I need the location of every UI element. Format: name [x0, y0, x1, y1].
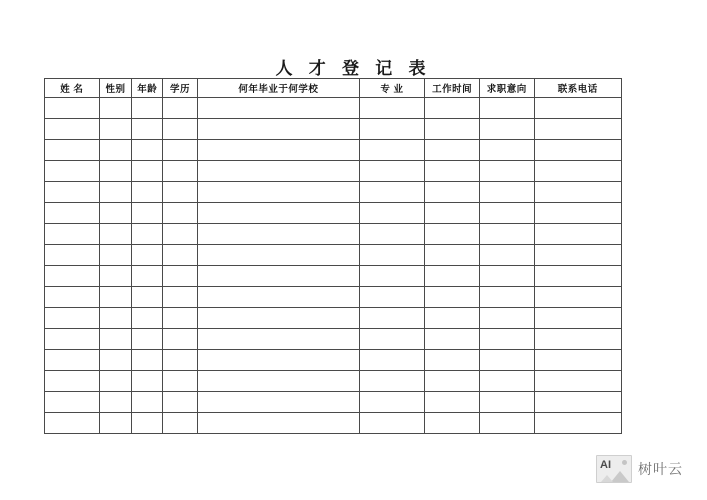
table-cell[interactable] [359, 203, 425, 224]
table-cell[interactable] [45, 203, 100, 224]
table-cell[interactable] [479, 413, 534, 434]
table-cell[interactable] [359, 182, 425, 203]
table-cell[interactable] [479, 119, 534, 140]
table-row [45, 119, 622, 140]
table-cell[interactable] [45, 392, 100, 413]
table-cell[interactable] [45, 119, 100, 140]
table-cell[interactable] [479, 140, 534, 161]
table-cell[interactable] [534, 224, 621, 245]
watermark-label: 树叶云 [638, 461, 683, 477]
table-cell[interactable] [45, 161, 100, 182]
table-cell[interactable] [479, 392, 534, 413]
table-cell[interactable] [425, 350, 480, 371]
table-cell[interactable] [132, 203, 163, 224]
table-row [45, 413, 622, 434]
table-column-header: 联系电话 [534, 79, 621, 98]
table-cell[interactable] [163, 245, 198, 266]
table-cell[interactable] [479, 182, 534, 203]
table-cell[interactable] [359, 308, 425, 329]
table-cell[interactable] [359, 224, 425, 245]
table-cell[interactable] [163, 119, 198, 140]
table-column-header: 求职意向 [479, 79, 534, 98]
table-cell[interactable] [132, 287, 163, 308]
table-row [45, 182, 622, 203]
table-cell[interactable] [534, 119, 621, 140]
table-cell[interactable] [359, 140, 425, 161]
table-column-header: 年龄 [132, 79, 163, 98]
table-cell[interactable] [163, 224, 198, 245]
table-cell[interactable] [132, 266, 163, 287]
table-cell[interactable] [132, 161, 163, 182]
table-cell[interactable] [425, 182, 480, 203]
mountain-shape-small-icon [601, 475, 613, 482]
table-row [45, 329, 622, 350]
table-cell[interactable] [425, 161, 480, 182]
table-cell[interactable] [359, 287, 425, 308]
table-cell[interactable] [99, 413, 132, 434]
table-cell[interactable] [163, 182, 198, 203]
table-cell[interactable] [534, 392, 621, 413]
registration-table [44, 78, 622, 434]
table-cell[interactable] [197, 350, 359, 371]
table-cell[interactable] [479, 161, 534, 182]
table-cell[interactable] [534, 140, 621, 161]
table-cell[interactable] [45, 224, 100, 245]
table-cell[interactable] [45, 182, 100, 203]
table-column-header: 工作时间 [425, 79, 480, 98]
table-row [45, 245, 622, 266]
table-cell[interactable] [163, 308, 198, 329]
table-cell[interactable] [197, 287, 359, 308]
table-cell[interactable] [479, 350, 534, 371]
table-cell[interactable] [99, 98, 132, 119]
table-cell[interactable] [45, 413, 100, 434]
watermark-logo-text: AI [600, 459, 611, 471]
table-column-header: 专 业 [359, 79, 425, 98]
table-cell[interactable] [425, 98, 480, 119]
table-cell[interactable] [163, 266, 198, 287]
table-cell[interactable] [163, 392, 198, 413]
table-cell[interactable] [534, 371, 621, 392]
table-cell[interactable] [425, 329, 480, 350]
table-cell[interactable] [132, 140, 163, 161]
table-cell[interactable] [163, 287, 198, 308]
table-cell[interactable] [534, 413, 621, 434]
table-cell[interactable] [163, 413, 198, 434]
table-cell[interactable] [197, 161, 359, 182]
table-header [45, 79, 622, 98]
table-cell[interactable] [425, 119, 480, 140]
table-cell[interactable] [359, 371, 425, 392]
table-row [45, 287, 622, 308]
table-cell[interactable] [197, 119, 359, 140]
table-cell[interactable] [99, 161, 132, 182]
table-cell[interactable] [359, 98, 425, 119]
table-cell[interactable] [99, 308, 132, 329]
table-cell[interactable] [425, 413, 480, 434]
table-row [45, 140, 622, 161]
table-cell[interactable] [534, 350, 621, 371]
table-cell[interactable] [197, 245, 359, 266]
table-cell[interactable] [163, 329, 198, 350]
table-cell[interactable] [132, 98, 163, 119]
table-cell[interactable] [99, 350, 132, 371]
table-cell[interactable] [132, 182, 163, 203]
table-cell[interactable] [163, 371, 198, 392]
table-cell[interactable] [99, 182, 132, 203]
table-cell[interactable] [132, 350, 163, 371]
table-cell[interactable] [197, 266, 359, 287]
table-cell[interactable] [45, 98, 100, 119]
table-cell[interactable] [534, 182, 621, 203]
table-cell[interactable] [479, 287, 534, 308]
table-cell[interactable] [45, 245, 100, 266]
table-cell[interactable] [425, 392, 480, 413]
table-header-row [45, 79, 622, 98]
table-column-header: 何年毕业于何学校 [197, 79, 359, 98]
table-cell[interactable] [534, 98, 621, 119]
table-cell[interactable] [479, 308, 534, 329]
table-cell[interactable] [534, 308, 621, 329]
table-cell[interactable] [99, 140, 132, 161]
table-row [45, 350, 622, 371]
table-cell[interactable] [479, 371, 534, 392]
table-row [45, 392, 622, 413]
table-cell[interactable] [197, 203, 359, 224]
table-cell[interactable] [479, 203, 534, 224]
table-cell[interactable] [425, 140, 480, 161]
table-cell[interactable] [359, 413, 425, 434]
table-cell[interactable] [99, 266, 132, 287]
table-cell[interactable] [197, 413, 359, 434]
table-cell[interactable] [425, 224, 480, 245]
table-cell[interactable] [163, 161, 198, 182]
table-cell[interactable] [99, 203, 132, 224]
table-cell[interactable] [425, 266, 480, 287]
table-cell[interactable] [132, 224, 163, 245]
table-cell[interactable] [359, 266, 425, 287]
table-row [45, 224, 622, 245]
registration-table-container [44, 78, 622, 434]
table-cell[interactable] [132, 329, 163, 350]
table-cell[interactable] [534, 287, 621, 308]
table-cell[interactable] [99, 371, 132, 392]
table-cell[interactable] [534, 266, 621, 287]
table-cell[interactable] [163, 350, 198, 371]
table-cell[interactable] [425, 308, 480, 329]
table-cell[interactable] [45, 308, 100, 329]
table-cell[interactable] [99, 287, 132, 308]
table-cell[interactable] [99, 329, 132, 350]
table-cell[interactable] [359, 245, 425, 266]
table-column-header: 姓 名 [45, 79, 100, 98]
table-cell[interactable] [45, 350, 100, 371]
watermark [596, 455, 683, 483]
mountain-shape-icon [611, 471, 629, 482]
table-row [45, 266, 622, 287]
table-cell[interactable] [197, 140, 359, 161]
table-cell[interactable] [425, 371, 480, 392]
table-cell[interactable] [425, 287, 480, 308]
table-row [45, 161, 622, 182]
table-cell[interactable] [425, 203, 480, 224]
table-cell[interactable] [163, 203, 198, 224]
table-cell[interactable] [359, 161, 425, 182]
table-cell[interactable] [479, 98, 534, 119]
table-cell[interactable] [197, 392, 359, 413]
table-cell[interactable] [45, 266, 100, 287]
table-cell[interactable] [132, 308, 163, 329]
table-cell[interactable] [45, 329, 100, 350]
table-cell[interactable] [359, 119, 425, 140]
table-cell[interactable] [197, 329, 359, 350]
table-cell[interactable] [132, 392, 163, 413]
table-cell[interactable] [132, 371, 163, 392]
table-cell[interactable] [132, 119, 163, 140]
table-cell[interactable] [359, 350, 425, 371]
table-cell[interactable] [163, 140, 198, 161]
table-cell[interactable] [99, 224, 132, 245]
table-cell[interactable] [534, 161, 621, 182]
table-cell[interactable] [99, 392, 132, 413]
table-cell[interactable] [197, 182, 359, 203]
table-cell[interactable] [45, 371, 100, 392]
table-column-header: 学历 [163, 79, 198, 98]
table-row [45, 98, 622, 119]
table-cell[interactable] [163, 98, 198, 119]
table-cell[interactable] [99, 119, 132, 140]
table-cell[interactable] [534, 245, 621, 266]
table-column-header: 性别 [99, 79, 132, 98]
table-cell[interactable] [45, 287, 100, 308]
table-cell[interactable] [425, 245, 480, 266]
table-cell[interactable] [479, 266, 534, 287]
table-cell[interactable] [197, 98, 359, 119]
table-row [45, 371, 622, 392]
table-cell[interactable] [479, 245, 534, 266]
table-cell[interactable] [479, 329, 534, 350]
table-cell[interactable] [99, 245, 132, 266]
table-cell[interactable] [359, 329, 425, 350]
table-cell[interactable] [359, 392, 425, 413]
table-cell[interactable] [197, 371, 359, 392]
table-cell[interactable] [534, 329, 621, 350]
table-cell[interactable] [197, 308, 359, 329]
table-cell[interactable] [479, 224, 534, 245]
table-cell[interactable] [45, 140, 100, 161]
table-cell[interactable] [132, 245, 163, 266]
table-body [45, 98, 622, 434]
table-cell[interactable] [534, 203, 621, 224]
image-placeholder-icon [596, 455, 632, 483]
page-title: 人 才 登 记 表 [275, 59, 432, 78]
table-cell[interactable] [132, 413, 163, 434]
table-row [45, 203, 622, 224]
sun-dot-icon [622, 460, 627, 465]
table-row [45, 308, 622, 329]
table-cell[interactable] [197, 224, 359, 245]
